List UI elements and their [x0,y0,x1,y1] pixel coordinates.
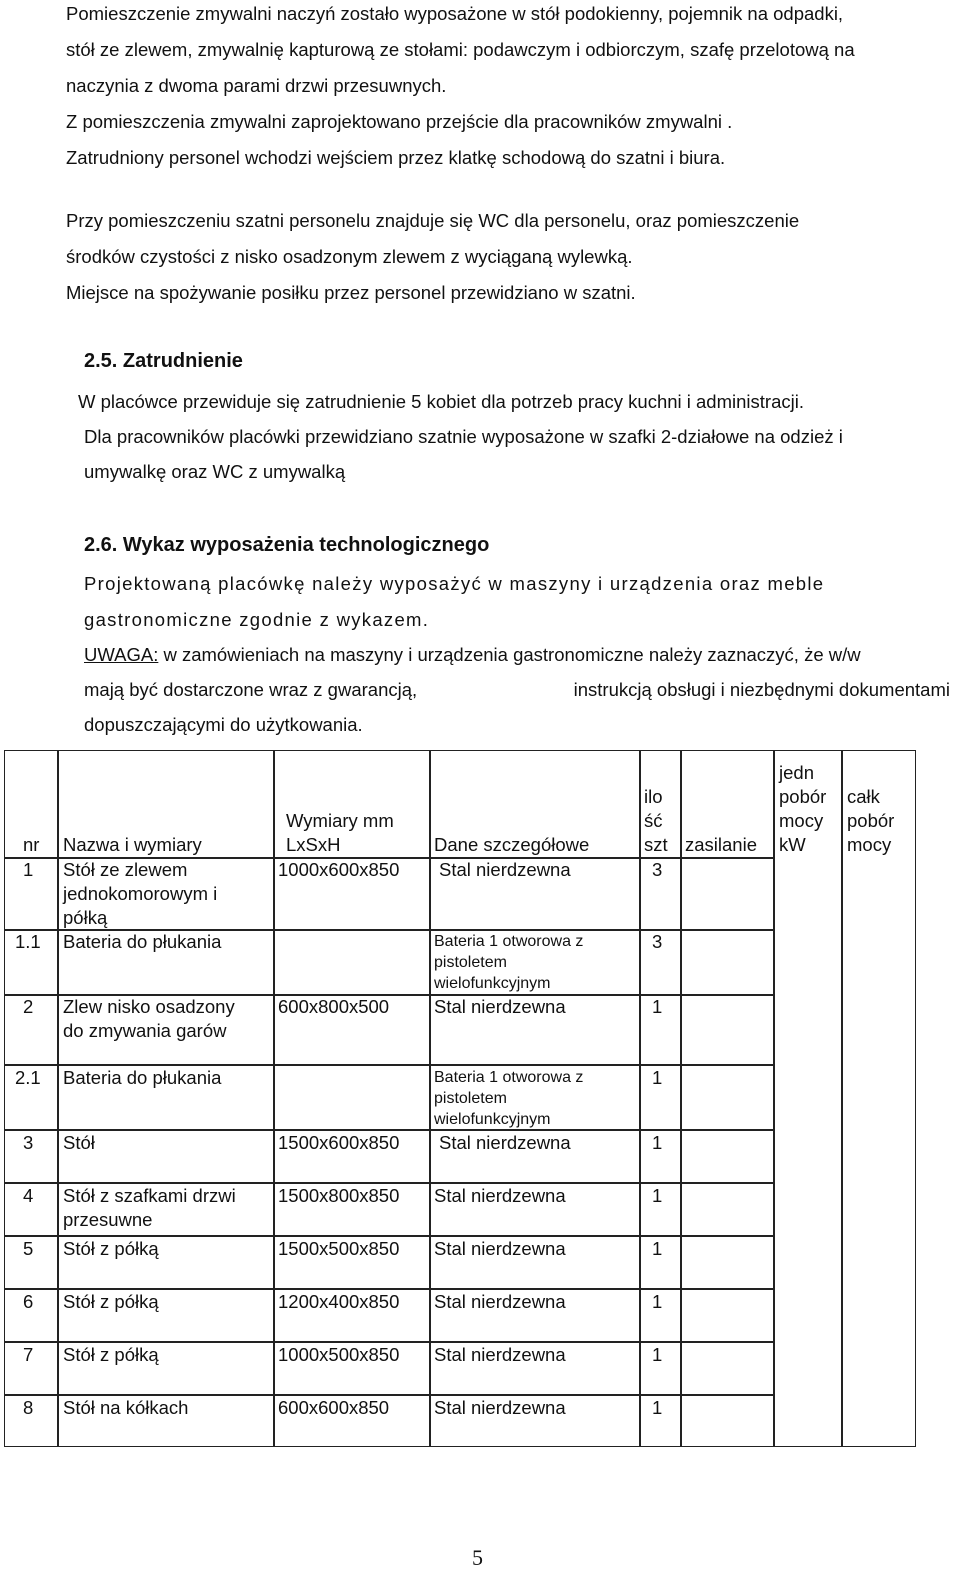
cell-details [434,931,583,994]
cell-line: pistoletem [434,1090,507,1107]
cell-line: do zmywania garów [63,1020,227,1041]
cell-dims: 1000x500x850 [278,1344,400,1365]
header-line: ilo [644,786,663,807]
section-2-5-line: Dla pracowników placówki przewidziano szatnie wyposażone w szafki 2-działowe na odzież i [84,426,843,447]
cell-line: Bateria 1 otworowa z [434,933,584,950]
cell-name: Stół na kółkach [63,1397,189,1418]
cell-name: Stół z półką [63,1291,159,1312]
cell-qty: 3 [652,859,663,880]
cell-qty: 1 [652,1185,663,1206]
cell-nr: 3 [23,1132,34,1153]
cell-details: Stal nierdzewna [439,859,571,880]
text-line: Z pomieszczenia zmywalni zaprojektowano przejście dla pracowników zmywalni . [66,111,733,132]
cell-name: Stół z półką [63,1344,159,1365]
header-line: ść [644,810,663,831]
section-2-6-line: gastronomiczne zgodnie z wykazem. [84,609,430,630]
header-line: mocy [847,834,892,855]
cell-dims: 1500x600x850 [278,1132,400,1153]
cell-details: Stal nierdzewna [434,1238,566,1259]
cell-dims: 1500x800x850 [278,1185,400,1206]
text-line: środków czystości z nisko osadzonym zlewem z wyciąganą wylewką. [66,246,633,267]
header-line: pobór [779,786,827,807]
cell-nr: 2.1 [15,1067,41,1088]
cell-qty: 1 [652,1291,663,1312]
cell-details: Stal nierdzewna [434,1397,566,1418]
cell-qty: 1 [652,1067,663,1088]
header-dims [286,809,394,857]
cell-nr: 6 [23,1291,34,1312]
cell-line: półką [63,907,108,928]
header-name: Nazwa i wymiary [63,834,202,855]
cell-name [63,995,235,1043]
cell-line: Stół ze zlewem [63,859,188,880]
uwaga-text: w zamówieniach na maszyny i urządzenia gastronomiczne należy zaznaczyć, że w/w [158,644,861,665]
column-divider [841,751,843,1446]
section-2-5-line: umywalkę oraz WC z umywalką [84,461,346,482]
header-line: szt [644,834,668,855]
section-2-6-line: dopuszczającymi do użytkowania. [84,714,363,735]
text-line: Zatrudniony personel wchodzi wejściem przez klatkę schodową do szatni i biura. [66,147,726,168]
cell-details: Stal nierdzewna [434,1291,566,1312]
cell-line: jednokomorowym i [63,883,218,904]
section-heading-2-6: 2.6. Wykaz wyposażenia technologicznego [84,534,490,556]
header-unit-power [779,761,826,857]
cell-qty: 1 [652,1397,663,1418]
cell-nr: 8 [23,1397,34,1418]
section-2-5-line: W placówce przewiduje się zatrudnienie 5 kobiet dla potrzeb pracy kuchni i administracji. [78,391,804,412]
cell-dims: 1200x400x850 [278,1291,400,1312]
cell-qty: 1 [652,996,663,1017]
cell-dims: 1000x600x850 [278,859,400,880]
header-qty [644,785,668,857]
header-line: pobór [847,810,895,831]
header-power: zasilanie [685,834,757,855]
text-span: mają być dostarczone wraz z gwarancją, [84,679,418,700]
cell-qty: 1 [652,1132,663,1153]
cell-line: Stół z szafkami drzwi [63,1185,236,1206]
cell-line: pistoletem [434,954,507,971]
cell-line: wielofunkcyjnym [434,1111,551,1128]
header-line: kW [779,834,806,855]
header-line: mocy [779,810,824,831]
cell-details: Stal nierdzewna [434,996,566,1017]
text-line: stół ze zlewem, zmywalnię kapturową ze stołami: podawczym i odbiorczym, szafę przelotową na [66,39,855,60]
uwaga-line [84,637,861,673]
header-total-power [847,785,894,857]
section-2-6-line [84,672,950,708]
cell-qty: 1 [652,1238,663,1259]
header-line: LxSxH [286,834,341,855]
cell-line: przesuwne [63,1209,153,1230]
uwaga-label: UWAGA: [84,644,159,665]
section-heading-2-5: 2.5. Zatrudnienie [84,350,243,372]
text-line: naczynia z dwoma parami drzwi przesuwnych. [66,75,447,96]
cell-name: Stół [63,1132,95,1153]
cell-name [63,858,217,930]
header-line: Wymiary mm [286,810,394,831]
header-line: całk [847,786,880,807]
equipment-table [4,750,916,1447]
intro-paragraph-2 [66,203,799,311]
cell-name [63,1184,236,1232]
cell-qty: 3 [652,931,663,952]
intro-paragraph [66,0,855,176]
cell-line: Bateria 1 otworowa z [434,1069,584,1086]
page-number: 5 [472,1545,483,1570]
header-nr: nr [23,834,40,855]
cell-name: Bateria do płukania [63,931,222,952]
section-2-6-line: Projektowaną placówkę należy wyposażyć w maszyny i urządzenia oraz meble [84,573,825,594]
header-details: Dane szczegółowe [434,834,590,855]
cell-dims: 600x800x500 [278,996,390,1017]
cell-dims: 600x600x850 [278,1397,390,1418]
cell-name: Bateria do płukania [63,1067,222,1088]
cell-name: Stół z półką [63,1238,159,1259]
header-line: jedn [779,762,814,783]
text-line: Miejsce na spożywanie posiłku przez personel przewidziano w szatni. [66,282,636,303]
cell-details: Stal nierdzewna [434,1185,566,1206]
cell-nr: 1.1 [15,931,41,952]
cell-nr: 1 [23,859,34,880]
text-span: instrukcją obsługi i niezbędnymi dokumentami [573,679,950,700]
cell-nr: 2 [23,996,34,1017]
cell-nr: 7 [23,1344,34,1365]
text-line: Pomieszczenie zmywalni naczyń zostało wyposażone w stół podokienny, pojemnik na odpadki, [66,3,844,24]
cell-details [434,1067,583,1130]
cell-details: Stal nierdzewna [439,1132,571,1153]
cell-dims: 1500x500x850 [278,1238,400,1259]
cell-nr: 5 [23,1238,34,1259]
cell-details: Stal nierdzewna [434,1344,566,1365]
cell-nr: 4 [23,1185,34,1206]
text-line: Przy pomieszczeniu szatni personelu znajduje się WC dla personelu, oraz pomieszczenie [66,210,800,231]
cell-qty: 1 [652,1344,663,1365]
cell-line: Zlew nisko osadzony [63,996,235,1017]
cell-line: wielofunkcyjnym [434,975,551,992]
